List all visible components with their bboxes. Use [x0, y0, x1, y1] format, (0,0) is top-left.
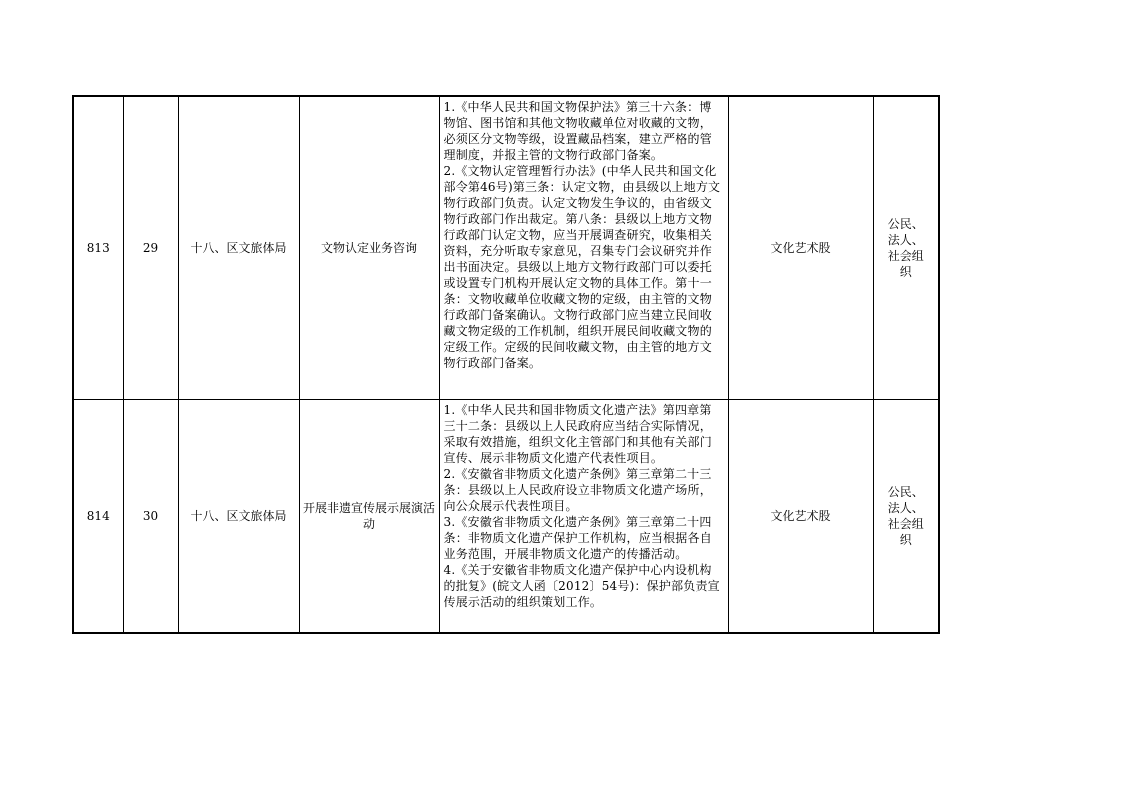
- item-name-cell: 开展非遗宣传展示展演活动: [299, 399, 439, 633]
- legal-basis-paragraph: 1.《中华人民共和国文物保护法》第三十六条：博物馆、图书馆和其他文物收藏单位对收藏的文物，必须区分文物等级，设置藏品档案，建立严格的管理制度，并报主管的文物行政部门备案。: [443, 100, 712, 162]
- item-name-cell: 文物认定业务咨询: [299, 96, 439, 399]
- department-cell: 十八、区文旅体局: [178, 96, 299, 399]
- responsible-office-cell: 文化艺术股: [728, 399, 873, 633]
- legal-basis-cell: [439, 96, 728, 399]
- sub-number-cell: 29: [123, 96, 178, 399]
- legal-basis-paragraph: 3.《安徽省非物质文化遗产条例》第三章第二十四条：非物质文化遗产保护工作机构，应当根据各自业务范围，开展非物质文化遗产的传播活动。: [443, 514, 712, 561]
- responsible-office-cell: 文化艺术股: [728, 96, 873, 399]
- row-number-cell: 813: [73, 96, 123, 399]
- service-target-cell: 公民、法人、社会组织: [873, 399, 939, 633]
- row-number-cell: 814: [73, 399, 123, 633]
- catalog-table: [72, 95, 940, 634]
- table-row: [73, 399, 939, 633]
- legal-basis-cell: [439, 399, 728, 633]
- legal-basis-paragraph: 1.《中华人民共和国非物质文化遗产法》第四章第三十二条：县级以上人民政府应当结合实际情况，采取有效措施，组织文化主管部门和其他有关部门宣传、展示非物质文化遗产代表性项目。: [443, 402, 712, 465]
- legal-basis-paragraph: 2.《安徽省非物质文化遗产条例》第三章第二十三条：县级以上人民政府设立非物质文化遗产场所，向公众展示代表性项目。: [443, 466, 712, 513]
- legal-basis-paragraph: 4.《关于安徽省非物质文化遗产保护中心内设机构的批复》(皖文人函〔2012〕54号)：保护部负责宣传展示活动的组织策划工作。: [443, 562, 720, 609]
- table-row: [73, 96, 939, 399]
- sub-number-cell: 30: [123, 399, 178, 633]
- service-target-cell: 公民、法人、社会组织: [873, 96, 939, 399]
- legal-basis-paragraph: 2.《文物认定管理暂行办法》(中华人民共和国文化部令第46号)第三条：认定文物，由县级以上地方文物行政部门负责。认定文物发生争议的，由省级文物行政部门作出裁定。第八条：县级以上地方文物行政部门认定文物，应当开展调查研究，收集相关资料，充分听取专家意见，召集专门会议研究并作出书面决定。县级以上地方文物行政部门可以委托或设置专门机构开展认定文物的具体工作。第十一条：文物收藏单位收藏文物的定级，由主管的文物行政部门备案确认。文物行政部门应当建立民间收藏文物定级的工作机制，组织开展民间收藏文物的定级工作。定级的民间收藏文物，由主管的地方文物行政部门备案。: [443, 164, 721, 370]
- department-cell: 十八、区文旅体局: [178, 399, 299, 633]
